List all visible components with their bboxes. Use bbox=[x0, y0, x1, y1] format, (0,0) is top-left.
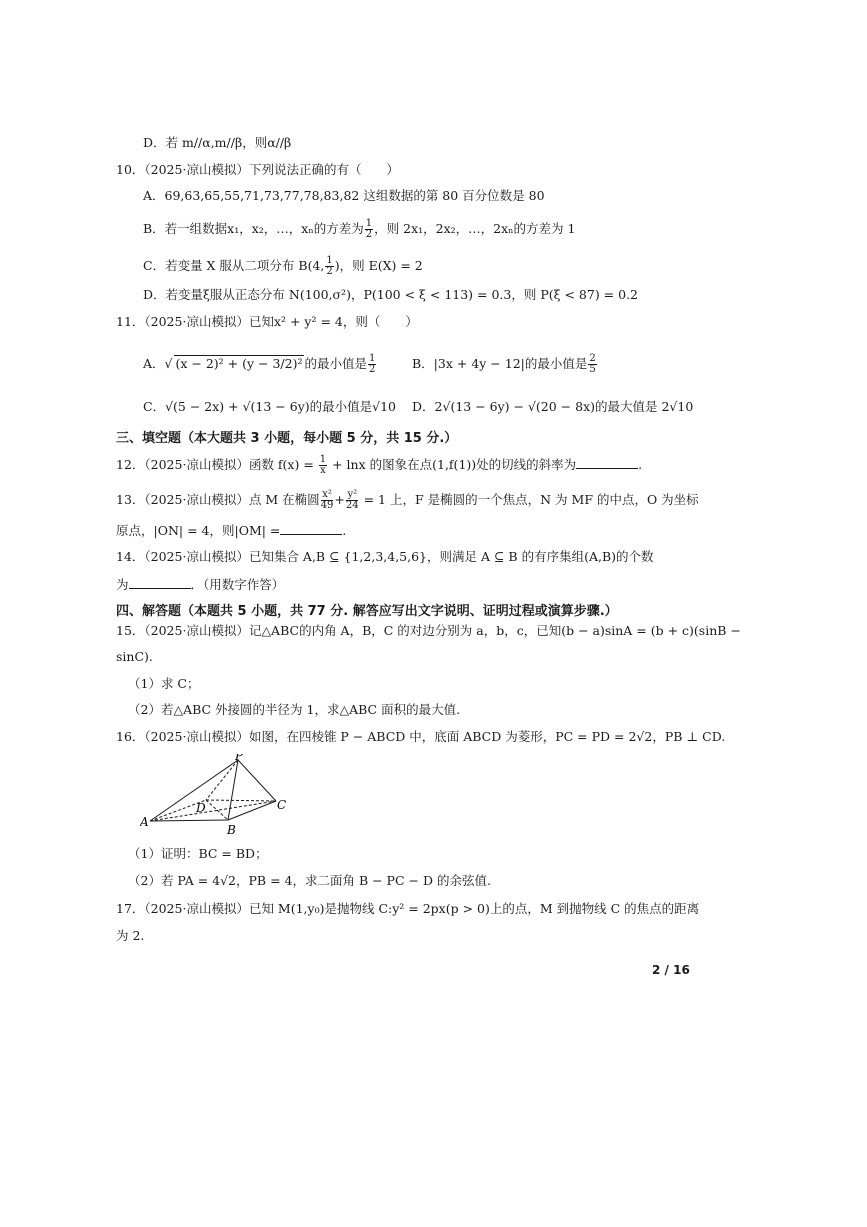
label-c: C bbox=[277, 798, 287, 812]
q11-stem: 11．（2025·凉山模拟）已知x² + y² = 4，则（ ） bbox=[116, 314, 418, 329]
q11-a-label: A． bbox=[143, 356, 165, 371]
q11-option-c: C．√(5 − 2x) + √(13 − 6y)的最小值是√10 bbox=[143, 399, 397, 414]
q13-line2 bbox=[116, 522, 346, 539]
pyramid-diagram bbox=[140, 754, 300, 839]
q10-option-b bbox=[143, 219, 575, 240]
fraction-half: $\frac{1}{2}$ bbox=[369, 353, 376, 375]
q14-line2 bbox=[116, 576, 284, 593]
q16-part2: （2）若 PA = 4√2，PB = 4，求二面角 B − PC − D 的余弦值. bbox=[128, 873, 491, 888]
diagonal-ac bbox=[150, 801, 276, 821]
q12-pre: 12．（2025·凉山模拟）函数 f(x) = bbox=[116, 457, 318, 472]
edge-dc bbox=[206, 800, 276, 801]
q10-option-a: A．69,63,65,55,71,73,77,78,83,82 这组数据的第 80 百分位数是 80 bbox=[143, 188, 545, 203]
edge-pd bbox=[206, 760, 238, 800]
q16-part1: （1）证明：BC = BD； bbox=[128, 846, 268, 861]
q13-answer-blank[interactable] bbox=[280, 522, 342, 535]
edge-pb bbox=[228, 760, 238, 820]
edge-pa bbox=[150, 760, 238, 821]
q13-end: . bbox=[342, 523, 347, 538]
q13-pre: 13．（2025·凉山模拟）点 M 在椭圆 bbox=[116, 492, 320, 507]
label-a: A bbox=[140, 815, 149, 829]
page-number: 2 / 16 bbox=[652, 963, 690, 977]
q13-line1: 13．（2025·凉山模拟）点 M 在椭圆 $\frac{\text{x²}}{49}$ + $\frac{\text{y²}}{24}$ = 1 上，F 是椭圆的一个焦点，N 为 MF 的中点，O 为坐标 bbox=[116, 489, 699, 511]
q14-line2-pre: 为 bbox=[116, 577, 129, 592]
q11-option-b bbox=[412, 354, 598, 375]
edge-ab bbox=[150, 820, 228, 821]
q14-line2-post: ．（用数字作答） bbox=[190, 577, 285, 592]
q10-stem: 10．（2025·凉山模拟）下列说法正确的有（ ） bbox=[116, 162, 399, 177]
sqrt-icon: √ bbox=[164, 356, 173, 371]
edge-pc bbox=[238, 760, 276, 801]
label-b: B bbox=[227, 823, 236, 837]
label-p: P bbox=[235, 754, 244, 763]
q13-post: = 1 上，F 是椭圆的一个焦点，N 为 MF 的中点，O 为坐标 bbox=[359, 492, 699, 507]
q11-option-d: D．2√(13 − 6y) − √(20 − 8x)的最大值是 2√10 bbox=[412, 399, 694, 414]
q17-line2: 为 2. bbox=[116, 928, 145, 943]
section-three-heading: 三、填空题（本大题共 3 小题，每小题 5 分，共 15 分.） bbox=[116, 431, 458, 446]
section-four-heading: 四、解答题（本题共 5 小题，共 77 分. 解答应写出文字说明、证明过程或演算步骤.） bbox=[116, 604, 618, 619]
q15-line2: sinC). bbox=[116, 649, 153, 664]
fraction-half: $\frac{1}{2}$ bbox=[365, 218, 373, 240]
q9-option-d: D．若 m//α,m//β，则α//β bbox=[143, 135, 292, 150]
q11-b-text: B．|3x + 4y − 12|的最小值是 bbox=[412, 356, 588, 371]
q15-part1: （1）求 C； bbox=[128, 676, 200, 691]
q12-text bbox=[116, 455, 642, 476]
q11-a-expr: (x − 2)² + (y − 3/2)² bbox=[175, 356, 303, 371]
q14-answer-blank[interactable] bbox=[129, 576, 191, 589]
fraction-two-fifths: $\frac{2}{5}$ bbox=[589, 353, 596, 375]
q10-b-pre: B．若一组数据x₁，x₂，…，xₙ的方差为 bbox=[143, 221, 364, 236]
fraction-x2-over-49: $\frac{\text{x²}}{49}$ bbox=[320, 489, 334, 511]
q10-c-pre: C．若变量 X 服从二项分布 B(4, bbox=[143, 258, 325, 273]
q10-b-post: ，则 2x₁，2x₂，…，2xₙ的方差为 1 bbox=[374, 221, 576, 236]
q16-stem: 16．（2025·凉山模拟）如图，在四棱锥 P − ABCD 中，底面 ABCD 为菱形，PC = PD = 2√2，PB ⊥ CD. bbox=[116, 729, 726, 744]
fraction-y2-over-24: $\frac{\text{y²}}{24}$ bbox=[345, 489, 359, 511]
edge-bc bbox=[228, 801, 276, 820]
q11-option-a bbox=[143, 354, 377, 375]
q15-part2: （2）若△ABC 外接圆的半径为 1，求△ABC 面积的最大值. bbox=[128, 702, 461, 717]
pyramid-figure bbox=[140, 754, 300, 843]
q11-a-post: 的最小值是 bbox=[304, 356, 367, 371]
q10-c-post: )，则 E(X) = 2 bbox=[334, 258, 423, 273]
q17-line1: 17．（2025·凉山模拟）已知 M(1,y₀)是抛物线 C:y² = 2px(p > 0)上的点，M 到抛物线 C 的焦点的距离 bbox=[116, 901, 700, 916]
fraction-half: $\frac{1}{2}$ bbox=[326, 255, 333, 277]
q10-option-c bbox=[143, 256, 423, 277]
q12-end: . bbox=[638, 457, 643, 472]
label-d: D bbox=[196, 801, 206, 815]
q13-line2-text: 原点，|ON| = 4，则|OM| = bbox=[116, 523, 281, 538]
q14-line1: 14．（2025·凉山模拟）已知集合 A,B ⊆ {1,2,3,4,5,6}，则满足 A ⊆ B 的有序集组(A,B)的个数 bbox=[116, 549, 654, 564]
q12-answer-blank[interactable] bbox=[576, 456, 638, 469]
fraction-one-over-x: $\frac{1}{x}$ bbox=[319, 454, 327, 476]
q12-post: + lnx 的图象在点(1,f(1))处的切线的斜率为 bbox=[328, 457, 577, 472]
q10-option-d: D．若变量ξ服从正态分布 N(100,σ²)，P(100 < ξ < 113) = 0.3，则 P(ξ < 87) = 0.2 bbox=[143, 287, 639, 302]
q15-line1: 15．（2025·凉山模拟）记△ABC的内角 A，B，C 的对边分别为 a，b，c，已知(b − a)sinA = (b + c)(sinB − bbox=[116, 623, 741, 638]
